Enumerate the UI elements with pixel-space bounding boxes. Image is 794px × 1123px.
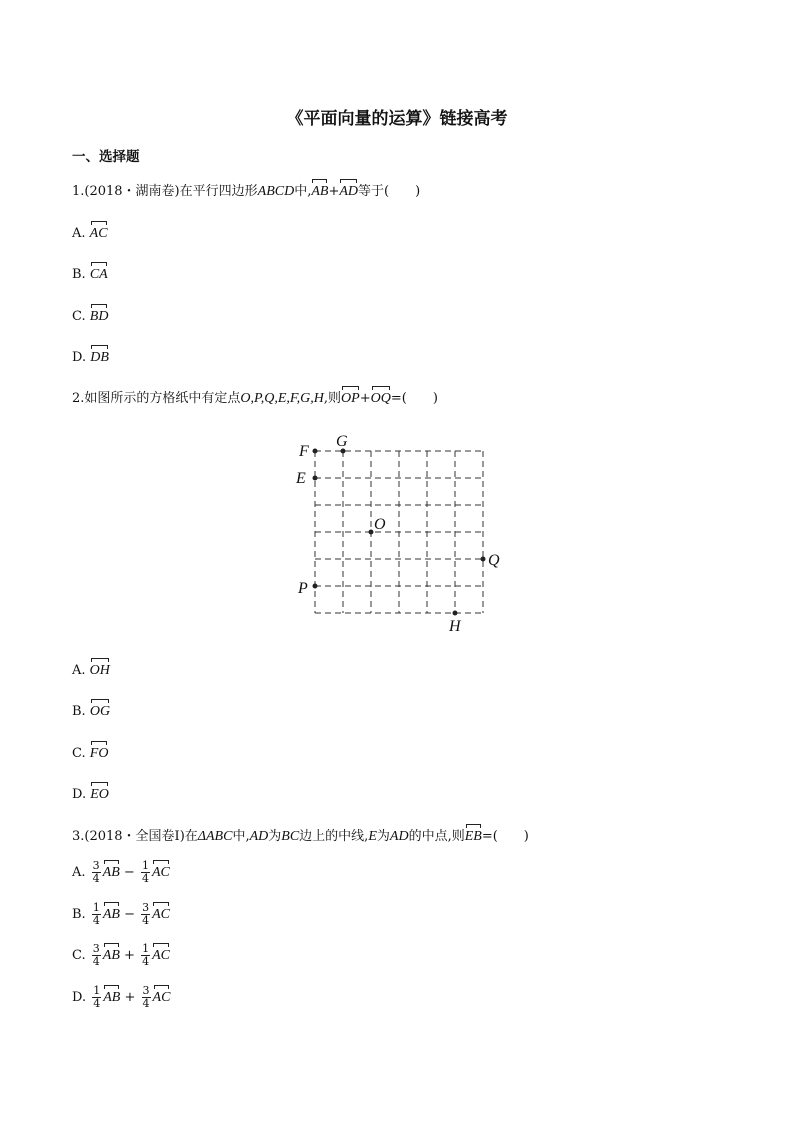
- option-label: A.: [72, 865, 86, 880]
- label-p: P: [298, 580, 308, 597]
- option-label: C.: [72, 948, 86, 963]
- q2-vector-2: OQ: [370, 391, 391, 406]
- q1-option-c[interactable]: [72, 308, 108, 326]
- point-p: [313, 584, 318, 589]
- q3-vector-eb: EB: [464, 829, 482, 844]
- point-o: [369, 530, 374, 535]
- q3-option-c[interactable]: [72, 943, 170, 968]
- q2-option-b[interactable]: [72, 703, 110, 721]
- option-vector: AC: [152, 907, 171, 922]
- q3-text: 为: [376, 829, 390, 844]
- option-vector: OG: [89, 704, 111, 719]
- option-vector: DB: [90, 350, 109, 365]
- grid-figure: [290, 428, 510, 638]
- option-vector: CA: [89, 267, 108, 282]
- q2-option-a[interactable]: [72, 662, 110, 680]
- q3-text: 的中点,则: [408, 829, 465, 844]
- point-e: [313, 476, 318, 481]
- q1-plus: +: [328, 184, 340, 199]
- operator: −: [124, 907, 135, 922]
- q1-option-b[interactable]: [72, 266, 108, 284]
- fraction: $\frac{3}{4}$: [92, 859, 100, 885]
- option-vector: AB: [102, 865, 120, 880]
- fraction: $\frac{3}{4}$: [142, 984, 150, 1010]
- q1-mid: 中,: [294, 184, 312, 199]
- q3-text: 边上的中线,: [299, 829, 369, 844]
- q1-shape: ABCD: [257, 184, 295, 199]
- option-label: B.: [72, 907, 86, 922]
- fraction: $\frac{1}{4}$: [92, 901, 100, 927]
- option-label: A.: [72, 226, 86, 241]
- point-h: [453, 611, 458, 616]
- option-label: A.: [72, 663, 86, 678]
- option-label: B.: [72, 704, 86, 719]
- option-label: D.: [72, 350, 87, 365]
- option-label: C.: [72, 309, 86, 324]
- label-f: F: [299, 443, 309, 460]
- option-vector: AC: [152, 948, 170, 963]
- label-o: O: [374, 516, 386, 533]
- option-label: B.: [72, 267, 86, 282]
- q2-suffix: =( ): [390, 391, 438, 406]
- q2-points: O,P,Q,E,F,G,H: [240, 391, 324, 406]
- q2-plus: +: [359, 391, 371, 406]
- q3-text: 中,: [232, 829, 250, 844]
- operator: +: [124, 948, 135, 963]
- option-vector: BD: [89, 309, 109, 324]
- q3-text: 为: [268, 829, 282, 844]
- q2-option-c[interactable]: [72, 745, 108, 763]
- question-1-stem: [72, 183, 420, 201]
- fraction: $\frac{3}{4}$: [92, 942, 100, 968]
- point-f: [313, 449, 318, 454]
- label-g: G: [336, 433, 348, 450]
- page-title: 《平面向量的运算》链接高考: [286, 109, 508, 129]
- label-q: Q: [488, 552, 500, 569]
- label-h: H: [449, 618, 461, 635]
- option-vector: OH: [89, 663, 110, 678]
- operator: +: [124, 990, 136, 1005]
- q1-suffix: 等于( ): [358, 184, 421, 199]
- q3-segment-ad: AD: [249, 829, 269, 844]
- q3-suffix: =( ): [481, 829, 529, 844]
- q3-point-e: E: [368, 829, 377, 844]
- q1-vector-1: AB: [311, 184, 329, 199]
- label-e: E: [296, 470, 306, 487]
- option-vector: AB: [102, 948, 120, 963]
- operator: −: [123, 865, 135, 880]
- option-vector: AC: [152, 990, 171, 1005]
- q3-segment-bc: BC: [281, 829, 300, 844]
- option-vector: AC: [151, 865, 170, 880]
- point-q: [481, 557, 486, 562]
- q3-option-d[interactable]: [72, 985, 170, 1010]
- q2-option-d[interactable]: [72, 786, 109, 804]
- q3-segment-ad-2: AD: [389, 829, 409, 844]
- q3-option-b[interactable]: [72, 902, 170, 927]
- option-label: D.: [72, 990, 87, 1005]
- q1-option-d[interactable]: [72, 349, 109, 367]
- q1-prefix: 1.(2018・湖南卷)在平行四边形: [72, 184, 258, 199]
- option-vector: FO: [89, 746, 109, 761]
- question-2-stem: [72, 390, 438, 408]
- option-vector: AB: [102, 907, 120, 922]
- fraction: $\frac{1}{4}$: [141, 859, 149, 885]
- option-label: C.: [72, 746, 86, 761]
- option-vector: EO: [90, 787, 109, 802]
- dashed-grid: [315, 451, 483, 613]
- fraction: $\frac{3}{4}$: [142, 901, 150, 927]
- q2-vector-1: OP: [341, 391, 360, 406]
- fraction: $\frac{1}{4}$: [93, 984, 101, 1010]
- q2-mid: ,则: [323, 391, 342, 406]
- q1-vector-2: AD: [339, 184, 359, 199]
- option-label: D.: [72, 787, 87, 802]
- q3-triangle: ΔABC: [197, 829, 233, 844]
- q1-option-a[interactable]: [72, 225, 108, 243]
- question-3-stem: [72, 828, 529, 846]
- section-heading: 一、选择题: [72, 149, 140, 165]
- fraction: $\frac{1}{4}$: [142, 942, 150, 968]
- q2-prefix: 2.如图所示的方格纸中有定点: [72, 391, 241, 406]
- q3-option-a[interactable]: [72, 860, 170, 885]
- option-vector: AB: [103, 990, 121, 1005]
- option-vector: AC: [89, 226, 108, 241]
- q3-prefix: 3.(2018・全国卷I)在: [72, 829, 198, 844]
